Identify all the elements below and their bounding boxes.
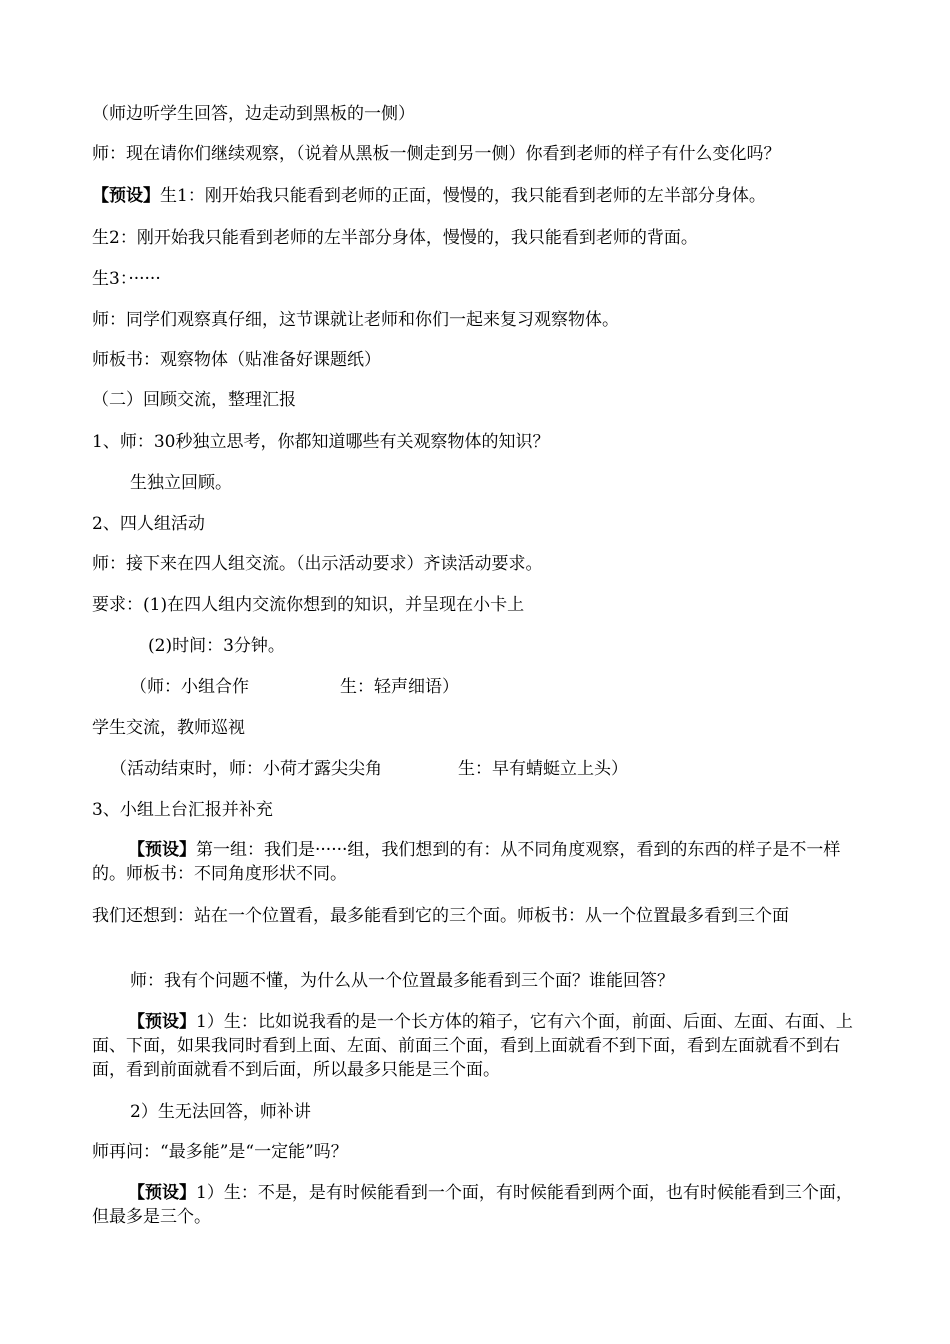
preset-label: 【预设】 (92, 186, 160, 206)
paragraph-text: 生：轻声细语） (340, 677, 459, 697)
paragraph-text: 3、小组上台汇报并补充 (92, 800, 273, 820)
paragraph (92, 143, 872, 165)
paragraph (130, 970, 910, 992)
paragraph-text: 生3：······ (92, 269, 161, 289)
paragraph (458, 758, 758, 780)
section-heading-text: （二）回顾交流，整理汇报 (92, 390, 296, 410)
paragraph-text: 1、师：30秒独立思考，你都知道哪些有关观察物体的知识？ (92, 432, 550, 452)
paragraph (130, 472, 910, 494)
paragraph-text: （师：小组合作 (130, 677, 249, 697)
paragraph (110, 758, 450, 780)
paragraph-text: 2、四人组活动 (92, 514, 205, 534)
paragraph (92, 103, 872, 125)
paragraph-text: 生独立回顾。 (130, 473, 232, 493)
preset-label: 【预设】 (128, 1183, 196, 1203)
paragraph-text: (2)时间：3分钟。 (148, 636, 285, 656)
section-heading (92, 389, 872, 411)
paragraph (92, 431, 872, 453)
paragraph (92, 227, 872, 249)
paragraph (92, 268, 872, 290)
paragraph (130, 1101, 910, 1123)
paragraph-text: 生：早有蜻蜓立上头） (458, 759, 628, 779)
paragraph-text: 我们还想到：站在一个位置看，最多能看到它的三个面。师板书：从一个位置最多看到三个面 (92, 906, 789, 926)
paragraph (92, 717, 872, 739)
paragraph-text: 师：我有个问题不懂，为什么从一个位置最多能看到三个面？谁能回答？ (130, 971, 674, 991)
paragraph-text: 生2：刚开始我只能看到老师的左半部分身体，慢慢的，我只能看到老师的背面。 (92, 228, 698, 248)
paragraph-text: （师边听学生回答，边走动到黑板的一侧） (92, 104, 415, 124)
paragraph-text: 师：同学们观察真仔细，这节课就让老师和你们一起来复习观察物体。 (92, 310, 619, 330)
paragraph (92, 1181, 862, 1229)
paragraph-text: 要求：(1)在四人组内交流你想到的知识，并呈现在小卡上 (92, 595, 525, 615)
paragraph (340, 676, 640, 698)
paragraph-text: 生1：刚开始我只能看到老师的正面，慢慢的，我只能看到老师的左半部分身体。 (160, 186, 766, 206)
paragraph-text: 学生交流，教师巡视 (92, 718, 245, 738)
paragraph (130, 676, 330, 698)
paragraph-text: 师：接下来在四人组交流。（出示活动要求）齐读活动要求。 (92, 554, 543, 574)
preset-label: 【预设】 (128, 840, 196, 860)
paragraph (148, 635, 928, 657)
paragraph-text: 师：现在请你们继续观察，（说着从黑板一侧走到另一侧）你看到老师的样子有什么变化吗？ (92, 144, 781, 164)
paragraph-text: 1）生：不是，是有时候能看到一个面，有时候能看到两个面，也有时候能看到三个面，但最多是三个。 (92, 1183, 853, 1227)
paragraph (92, 838, 862, 886)
paragraph (92, 349, 872, 371)
paragraph (92, 904, 862, 928)
paragraph (92, 185, 872, 207)
paragraph (92, 1010, 862, 1082)
preset-label: 【预设】 (128, 1012, 196, 1032)
paragraph (92, 513, 872, 535)
paragraph (92, 1141, 872, 1163)
paragraph-text: 师板书：观察物体（贴准备好课题纸） (92, 350, 381, 370)
paragraph-text: 第一组：我们是······组，我们想到的有：从不同角度观察，看到的东西的样子是不一样的。师板书：不同角度形状不同。 (92, 840, 841, 884)
paragraph (92, 594, 872, 616)
paragraph-text: 2）生无法回答，师补讲 (130, 1102, 311, 1122)
paragraph (92, 553, 872, 575)
paragraph (92, 309, 872, 331)
paragraph-text: （活动结束时，师：小荷才露尖尖角 (110, 759, 382, 779)
paragraph (92, 799, 872, 821)
paragraph-text: 师再问：“最多能”是“一定能”吗？ (92, 1142, 348, 1162)
paragraph-text: 1）生：比如说我看的是一个长方体的箱子，它有六个面，前面、后面、左面、右面、上面、下面，如果我同时看到上面、左面、前面三个面，看到上面就看不到下面，看到左面就看不到右面，看到前面就看不到后面，所以最多只能是三个面。 (92, 1012, 853, 1080)
